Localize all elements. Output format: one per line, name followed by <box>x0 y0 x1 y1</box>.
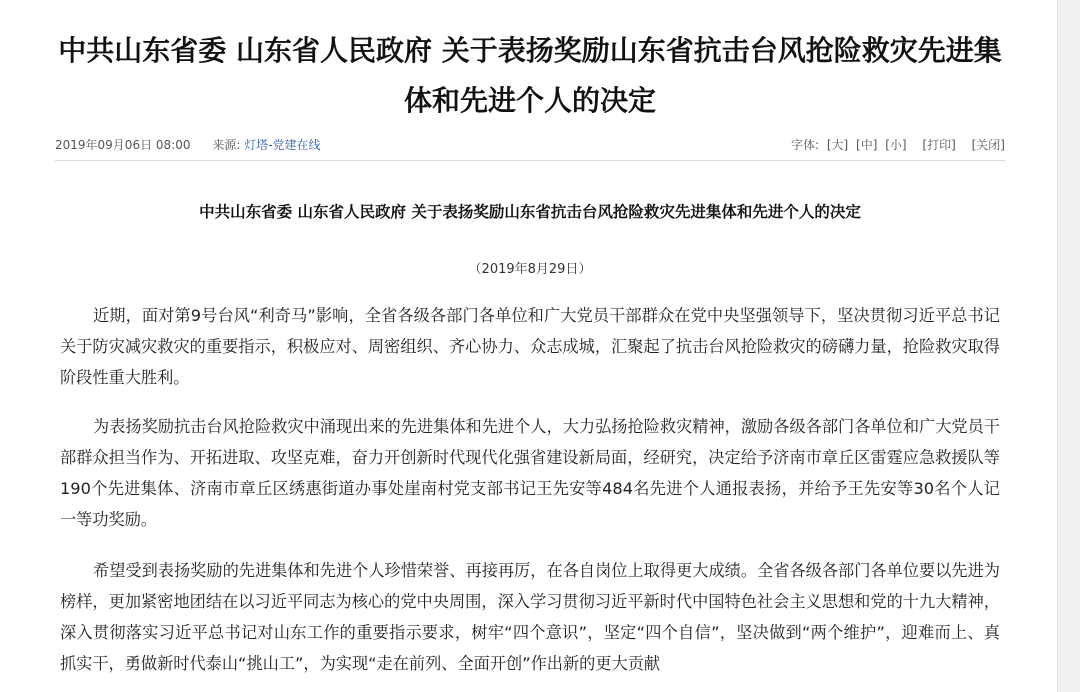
body-paragraph: 希望受到表扬奖励的先进集体和先进个人珍惜荣誉、再接再厉，在各自岗位上取得更大成绩。全省各级各部门各单位要以先进为榜样，更加紧密地团结在以习近平同志为核心的党中央周围，深入学习贯彻习近平新时代中国特色社会主义思想和党的十九大精神，深入贯彻落实习近平总书记对山东工作的重要指示要求，树牢“四个意识”，坚定“四个自信”，坚决做到“两个维护”，迎难而上、真抓实干，勇做新时代泰山“挑山工”，为实现“走在前列、全面开创”作出新的更大贡献 <box>60 561 1000 673</box>
decision-date: （2019年8月29日） <box>468 262 592 277</box>
article-headline: 中共山东省委 山东省人民政府 关于表扬奖励山东省抗击台风抢险救灾先进集体和先进个人的决定 <box>58 34 1002 117</box>
font-small-button[interactable]: [小] <box>885 138 907 152</box>
font-size-label: 字体: <box>790 138 819 152</box>
font-medium-button[interactable]: [中] <box>856 138 878 152</box>
source-label: 来源: <box>212 138 241 152</box>
body-paragraph: 近期，面对第9号台风“利奇马”影响，全省各级各部门各单位和广大党员干部群众在党中央坚强领导下，坚决贯彻习近平总书记关于防灾减灾救灾的重要指示，积极应对、周密组织、齐心协力、众志成城，汇聚起了抗击台风抢险救灾的磅礴力量，抢险救灾取得阶段性重大胜利。 <box>60 306 1000 387</box>
body-paragraph: 为表扬奖励抗击台风抢险救灾中涌现出来的先进集体和先进个人，大力弘扬抢险救灾精神，激励各级各部门各单位和广大党员干部群众担当作为、开拓进取、攻坚克难，奋力开创新时代现代化强省建设新局面，经研究，决定给予济南市章丘区雷霆应急救援队等190个先进集体、济南市章丘区绣惠街道办事处崖南村党支部书记王先安等484名先进个人通报表扬，并给予王先安等30名个人记一等功奖励。 <box>60 417 1000 529</box>
article-page <box>55 0 1005 673</box>
vertical-scrollbar[interactable] <box>1057 0 1080 692</box>
close-button[interactable]: [关闭] <box>971 138 1005 152</box>
publish-datetime: 2019年09月06日 08:00 <box>55 138 191 152</box>
article-meta-bar <box>55 126 1005 161</box>
meta-right <box>787 136 1005 153</box>
meta-left <box>55 136 321 153</box>
print-button[interactable]: [打印] <box>922 138 956 152</box>
font-large-button[interactable]: [大] <box>826 138 849 152</box>
source-link[interactable]: 灯塔-党建在线 <box>244 138 321 152</box>
article-subtitle: 中共山东省委 山东省人民政府 关于表扬奖励山东省抗击台风抢险救灾先进集体和先进个人的决定 <box>199 203 861 221</box>
